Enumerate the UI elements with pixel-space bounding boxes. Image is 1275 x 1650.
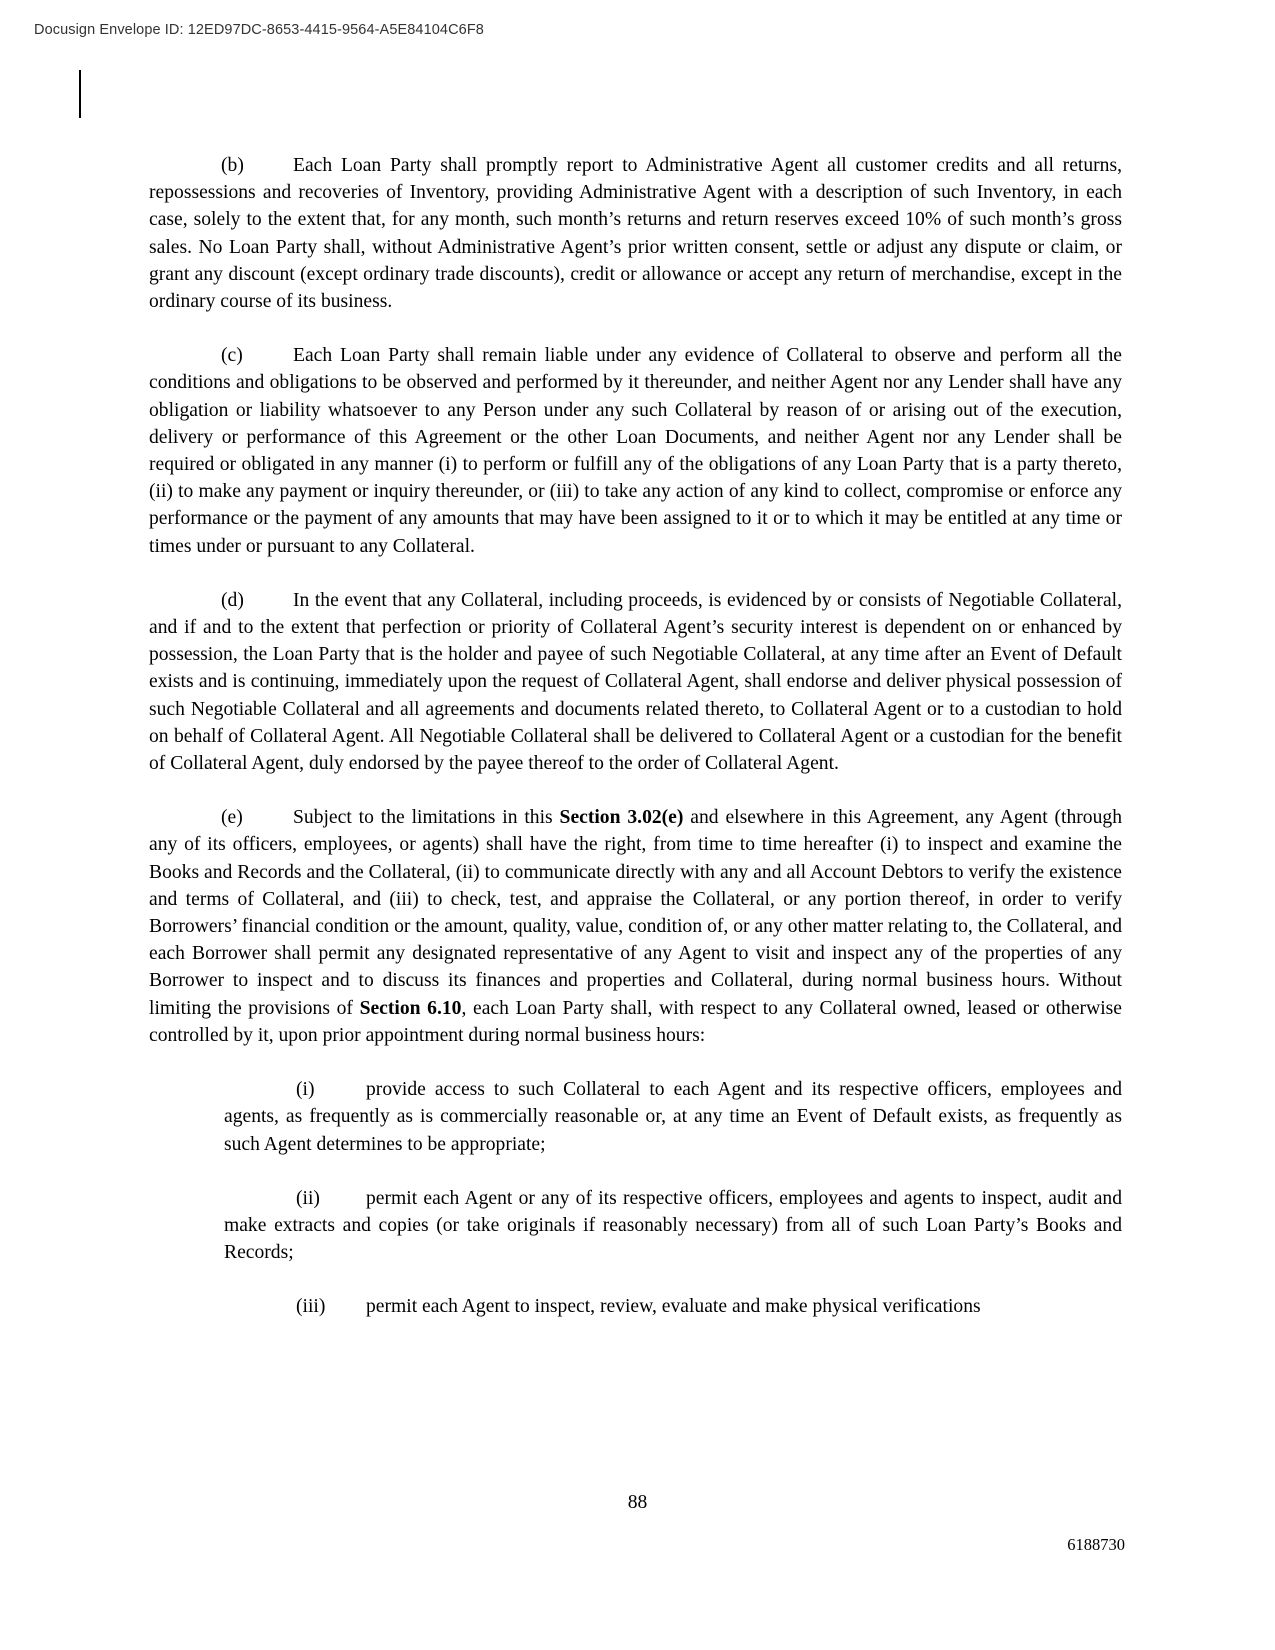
paragraph-text: Each Loan Party shall promptly report to Administrative Agent all customer credits and all returns, repossessions and recoveries of Inventory, providing Administrative Agent with a description of such Inventory, in each case, solely to the extent that, for any month, such month’s returns and return reserves exceed 10% of such month’s gross sales. No Loan Party shall, without Administrative Agent’s prior written consent, settle or adjust any dispute or claim, or grant any discount (except ordinary trade discounts), credit or allowance or accept any return of merchandise, except in the ordinary course of its business. <box>149 155 1122 313</box>
subparagraph-ii <box>224 1185 1122 1267</box>
paragraph-b <box>149 152 1122 315</box>
paragraph-text: and elsewhere in this Agreement, any Agent (through any of its officers, employees, or agents) shall have the right, from time to time hereafter (i) to inspect and examine the Books and Records and the Collateral, (ii) to communicate directly with any and all Account Debtors to verify the existence and terms of Collateral, and (iii) to check, test, and appraise the Collateral, or any portion thereof, in order to verify Borrowers’ financial condition or the amount, quality, value, condition of, or any other matter relating to, the Collateral, and each Borrower shall permit any designated representative of any Agent to visit and inspect any of the properties of any Borrower to inspect and to discuss its finances and properties and Collateral, during normal business hours. Without limiting the provisions of <box>149 807 1122 1019</box>
paragraph-enumerator: (c) <box>221 345 243 367</box>
subparagraph-enumerator: (iii) <box>296 1296 326 1318</box>
subparagraph-text: permit each Agent to inspect, review, evaluate and make physical verifications <box>366 1296 981 1318</box>
subparagraph-enumerator: (i) <box>296 1079 315 1101</box>
paragraph-enumerator: (b) <box>221 155 244 176</box>
paragraph-c <box>149 342 1122 560</box>
paragraph-text: , each Loan Party shall, with respect to any Collateral owned, leased or otherwise controlled by it, upon prior appointment during normal business hours: <box>149 997 1122 1046</box>
document-body <box>149 152 1122 1321</box>
paragraph-text: In the event that any Collateral, including proceeds, is evidenced by or consists of Negotiable Collateral, and if and to the extent that perfection or priority of Collateral Agent’s security interest is dependent on or enhanced by possession, the Loan Party that is the holder and payee of such Negotiable Collateral, at any time after an Event of Default exists and is continuing, immediately upon the request of Collateral Agent, shall endorse and deliver physical possession of such Negotiable Collateral and all agreements and documents related thereto, to Collateral Agent or to a custodian to hold on behalf of Collateral Agent. All Negotiable Collateral shall be delivered to Collateral Agent or a custodian for the benefit of Collateral Agent, duly endorsed by the payee thereof to the order of Collateral Agent. <box>149 589 1122 775</box>
section-reference: Section 3.02(e) <box>559 807 684 829</box>
revision-change-bar <box>79 70 81 118</box>
subparagraph-text: permit each Agent or any of its respective officers, employees and agents to inspect, audit and make extracts and copies (or take originals if reasonably necessary) from all of such Loan Party’s Books and Records; <box>224 1187 1122 1264</box>
section-reference: Section 6.10 <box>359 997 462 1019</box>
document-number: 6188730 <box>1067 1535 1125 1554</box>
paragraph-enumerator: (d) <box>221 589 244 611</box>
paragraph-text: Subject to the limitations in this <box>293 807 560 829</box>
paragraph-e <box>149 804 1122 1049</box>
subparagraph-iii <box>224 1293 1122 1320</box>
subparagraph-enumerator: (ii) <box>296 1187 320 1209</box>
docusign-envelope-id: Docusign Envelope ID: 12ED97DC-8653-4415-9564-A5E84104C6F8 <box>34 22 484 38</box>
paragraph-text: Each Loan Party shall remain liable under any evidence of Collateral to observe and perform all the conditions and obligations to be observed and performed by it thereunder, and neither Agent nor any Lender shall have any obligation or liability whatsoever to any Person under any such Collateral by reason of or arising out of the execution, delivery or performance of this Agreement or the other Loan Documents, and neither Agent nor any Lender shall be required or obligated in any manner (i) to perform or fulfill any of the obligations of any Loan Party that is a party thereto, (ii) to make any payment or inquiry thereunder, or (iii) to take any action of any kind to collect, compromise or enforce any performance or the payment of any amounts that may have been assigned to it or to which it may be entitled at any time or times under or pursuant to any Collateral. <box>149 345 1122 557</box>
subparagraph-i <box>224 1076 1122 1158</box>
subparagraph-text: provide access to such Collateral to each Agent and its respective officers, employees and agents, as frequently as is commercially reasonable or, at any time an Event of Default exists, as frequently as such Agent determines to be appropriate; <box>224 1079 1122 1155</box>
paragraph-enumerator: (e) <box>221 807 243 829</box>
paragraph-d <box>149 587 1122 777</box>
page-number: 88 <box>627 1492 648 1513</box>
